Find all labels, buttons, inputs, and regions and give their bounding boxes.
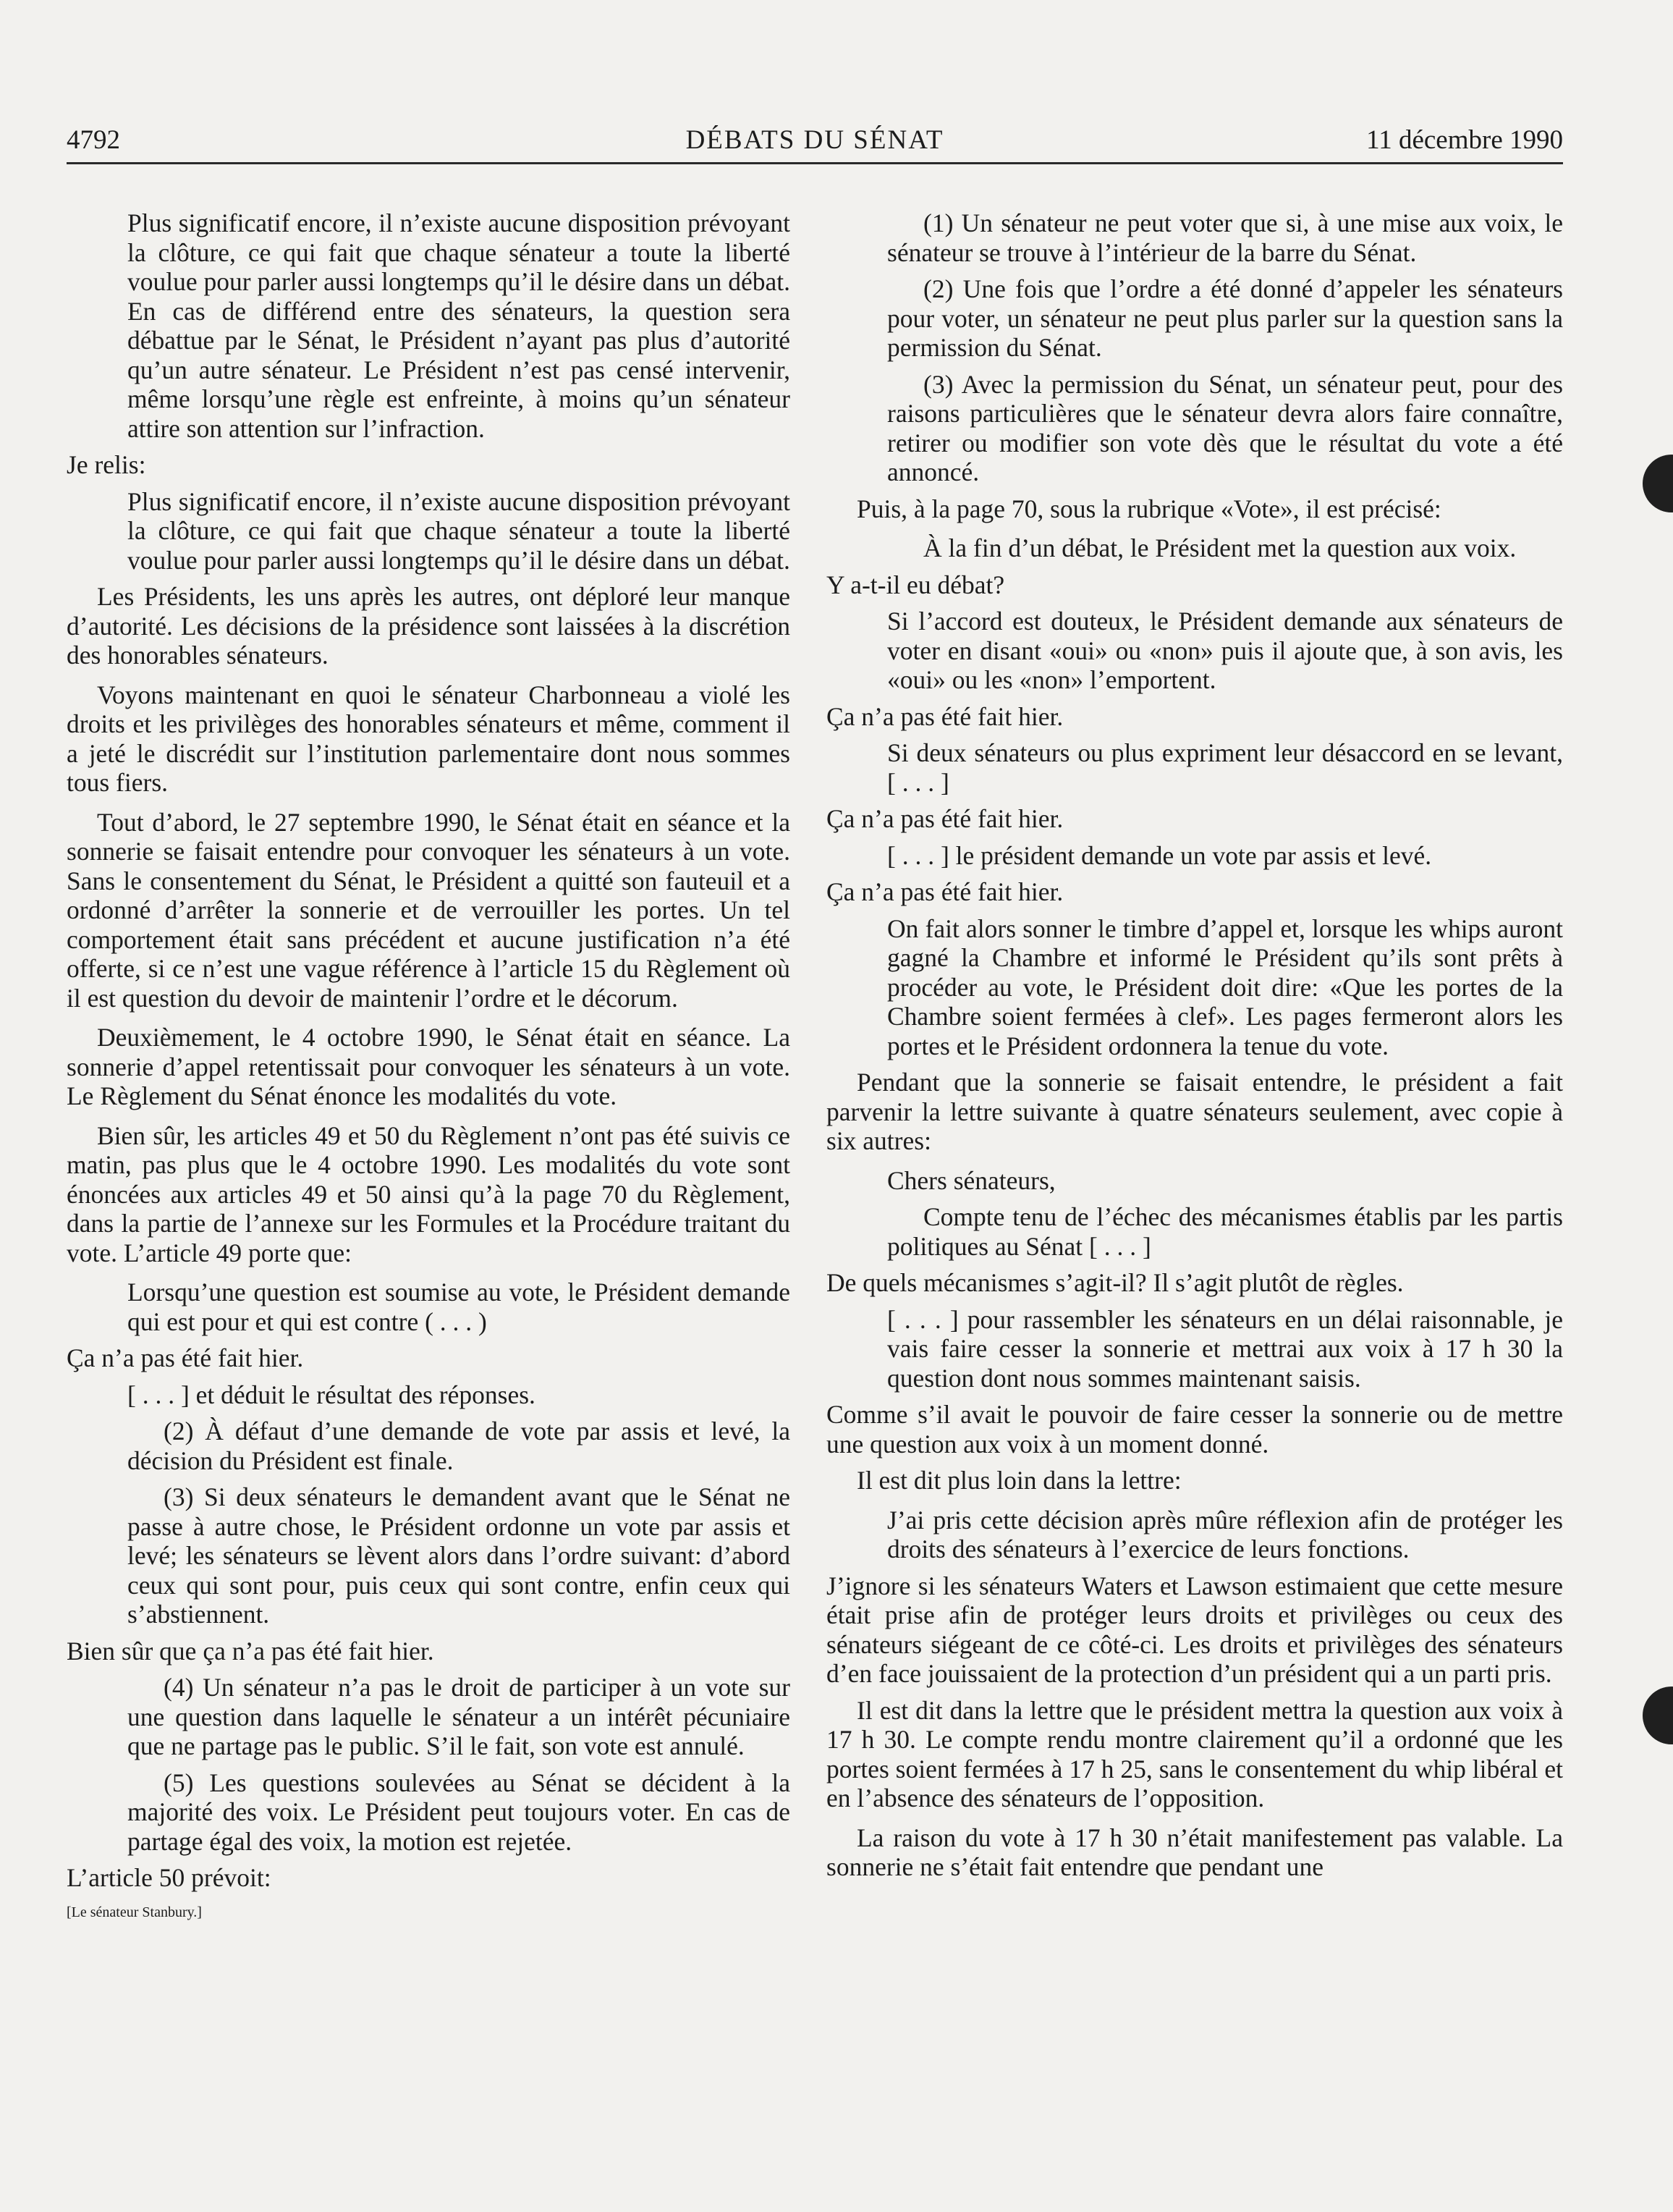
- quote-paragraph: Plus significatif encore, il n’existe aucune disposition prévoyant la clôture, ce qui fait que chaque sénateur a toute la liberté voulue pour parler aussi longtemps qu’il le désire dans un débat. En cas de différend entre des sénateurs, la question sera débattue par le Sénat, le Président n’ayant pas plus d’autorité qu’un autre sénateur. Le Président n’est pas censé intervenir, même lorsqu’une règle est enfreinte, à moins qu’un sénateur attire son attention sur l’infraction.: [127, 208, 790, 443]
- quote-paragraph: (3) Avec la permission du Sénat, un sénateur peut, pour des raisons particulières que le sénateur devra alors faire connaître, retirer ou modifier son vote dès que le résultat du vote a été annoncé.: [887, 369, 1563, 486]
- text-line: Y a-t-il eu débat?: [826, 570, 1005, 599]
- text-line: Ça n’a pas été fait hier.: [826, 701, 1064, 731]
- paragraph: La raison du vote à 17 h 30 n’était manifestement pas valable. La sonnerie ne s’était fait entendre que pendant une: [826, 1823, 1563, 1881]
- paragraph: Il est dit dans la lettre que le président mettra la question aux voix à 17 h 30. Le compte rendu montre clairement qu’il a ordonné que les portes soient fermées à 17 h 25, sans le consentement du whip libéral et en l’absence des sénateurs de l’opposition.: [826, 1695, 1563, 1812]
- page-header: [67, 122, 1563, 164]
- publication-date: 11 décembre 1990: [1366, 125, 1563, 155]
- text-line: Bien sûr que ça n’a pas été fait hier.: [67, 1636, 434, 1666]
- quote-paragraph: Plus significatif encore, il n’existe aucune disposition prévoyant la clôture, ce qui fait que chaque sénateur a toute la liberté voulue pour parler aussi longtemps qu’il le désire dans un débat.: [127, 486, 790, 575]
- quote-paragraph: (2) Une fois que l’ordre a été donné d’appeler les sénateurs pour voter, un sénateur ne peut plus parler sur la question sans la permission du Sénat.: [887, 274, 1563, 362]
- paragraph: Voyons maintenant en quoi le sénateur Charbonneau a violé les droits et les privilèges des honorables sénateurs et même, comment il a jeté le discrédit sur l’institution parlementaire dont nous sommes tous fiers.: [67, 680, 790, 797]
- speaker-note: [Le sénateur Stanbury.]: [67, 1904, 202, 1920]
- text-line: De quels mécanismes s’agit-il? Il s’agit plutôt de règles.: [826, 1268, 1404, 1297]
- quote-paragraph: [ . . . ] le président demande un vote par assis et levé.: [887, 840, 1432, 870]
- publication-title: DÉBATS DU SÉNAT: [685, 125, 944, 155]
- binder-punch-hole: [1643, 455, 1673, 512]
- quote-paragraph: (5) Les questions soulevées au Sénat se décident à la majorité des voix. Le Président peut toujours voter. En cas de partage égal des voix, la motion est rejetée.: [127, 1768, 790, 1856]
- text-line: Ça n’a pas été fait hier.: [67, 1343, 304, 1372]
- paragraph: Pendant que la sonnerie se faisait entendre, le président a fait parvenir la lettre suivante à quatre sénateurs seulement, avec copie à six autres:: [826, 1068, 1563, 1155]
- quote-paragraph: Si l’accord est douteux, le Président demande aux sénateurs de voter en disant «oui» ou «non» puis il ajoute que, à son avis, les «oui» ou les «non» l’emportent.: [887, 607, 1563, 694]
- quote-paragraph: Lorsqu’une question est soumise au vote, le Président demande qui est pour et qui est contre ( . . . ): [127, 1278, 790, 1336]
- quote-paragraph: (3) Si deux sénateurs le demandent avant que le Sénat ne passe à autre chose, le Président ordonne un vote par assis et levé; les sénateurs se lèvent alors dans l’ordre suivant: d’abord ceux qui sont pour, puis ceux qui sont contre, enfin ceux qui s’abstiennent.: [127, 1482, 790, 1629]
- quote-paragraph: À la fin d’un débat, le Président met la question aux voix.: [923, 533, 1517, 562]
- quote-paragraph: On fait alors sonner le timbre d’appel et, lorsque les whips auront gagné la Chambre et informé le Président qu’ils sont prêts à procéder au vote, le Président doit dire: «Que les portes de la Chambre soient fermées à clef». Les pages fermeront alors les portes et le Président ordonnera la tenue du vote.: [887, 913, 1563, 1060]
- paragraph: Les Présidents, les uns après les autres, ont déploré leur manque d’autorité. Les décisions de la présidence sont laissées à la discrétion des honorables sénateurs.: [67, 582, 790, 670]
- text-line: Comme s’il avait le pouvoir de faire cesser la sonnerie ou de mettre une question aux voix à un moment donné.: [826, 1400, 1563, 1459]
- text-line: Ça n’a pas été fait hier.: [826, 804, 1064, 833]
- quote-paragraph: (1) Un sénateur ne peut voter que si, à une mise aux voix, le sénateur se trouve à l’intérieur de la barre du Sénat.: [887, 208, 1563, 267]
- text-line: Ça n’a pas été fait hier.: [826, 877, 1064, 906]
- quote-paragraph: Chers sénateurs,: [887, 1165, 1056, 1195]
- text-line: Je relis:: [67, 450, 146, 479]
- right-column: [826, 208, 1563, 1892]
- text-line: L’article 50 prévoit:: [67, 1863, 271, 1892]
- quote-paragraph: [ . . . ] et déduit le résultat des réponses.: [127, 1380, 535, 1409]
- paragraph: Deuxièmement, le 4 octobre 1990, le Sénat était en séance. La sonnerie d’appel retentissait pour convoquer les sénateurs à un vote. Le Règlement du Sénat énonce les modalités du vote.: [67, 1023, 790, 1110]
- paragraph: Tout d’abord, le 27 septembre 1990, le Sénat était en séance et la sonnerie se faisait entendre pour convoquer les sénateurs à un vote. Sans le consentement du Sénat, le Président a quitté son fauteuil et a ordonné d’arrêter la sonnerie et de verrouiller les portes. Un tel comportement était sans précédent et aucune justification n’a été offerte, si ce n’est une vague référence à l’article 15 du Règlement où il est question du devoir de maintenir l’ordre et le décorum.: [67, 807, 790, 1013]
- text-line: J’ignore si les sénateurs Waters et Lawson estimaient que cette mesure était prise afin de protéger leurs droits et privilèges ou ceux des sénateurs siégeant de ce côté-ci. Les droits et privilèges des sénateurs d’en face jouissaient de la protection d’un président qui a un parti pris.: [826, 1571, 1563, 1688]
- paragraph: Puis, à la page 70, sous la rubrique «Vote», il est précisé:: [857, 494, 1441, 523]
- quote-paragraph: [ . . . ] pour rassembler les sénateurs en un délai raisonnable, je vais faire cesser la sonnerie et mettrai aux voix à 17 h 30 la question dont nous sommes maintenant saisis.: [887, 1304, 1563, 1393]
- quote-paragraph: Compte tenu de l’échec des mécanismes établis par les partis politiques au Sénat [ . . . ]: [887, 1202, 1563, 1261]
- paragraph: Il est dit plus loin dans la lettre:: [857, 1466, 1182, 1495]
- binder-punch-hole: [1643, 1687, 1673, 1744]
- quote-paragraph: (2) À défaut d’une demande de vote par assis et levé, la décision du Président est finale.: [127, 1417, 790, 1475]
- quote-paragraph: J’ai pris cette décision après mûre réflexion afin de protéger les droits des sénateurs à l’exercice de leurs fonctions.: [887, 1505, 1563, 1563]
- page-number: 4792: [67, 125, 120, 155]
- left-column: [67, 208, 790, 1922]
- quote-paragraph: (4) Un sénateur n’a pas le droit de participer à un vote sur une question dans laquelle le sénateur a un intérêt pécuniaire que ne partage pas le public. S’il le fait, son vote est annulé.: [127, 1673, 790, 1760]
- paragraph: Bien sûr, les articles 49 et 50 du Règlement n’ont pas été suivis ce matin, pas plus que le 4 octobre 1990. Les modalités du vote sont énoncées aux articles 49 et 50 ainsi qu’à la page 70 du Règlement, dans la partie de l’annexe sur les Formules et la Procédure traitant du vote. L’article 49 porte que:: [67, 1120, 790, 1267]
- quote-paragraph: Si deux sénateurs ou plus expriment leur désaccord en se levant, [ . . . ]: [887, 738, 1563, 797]
